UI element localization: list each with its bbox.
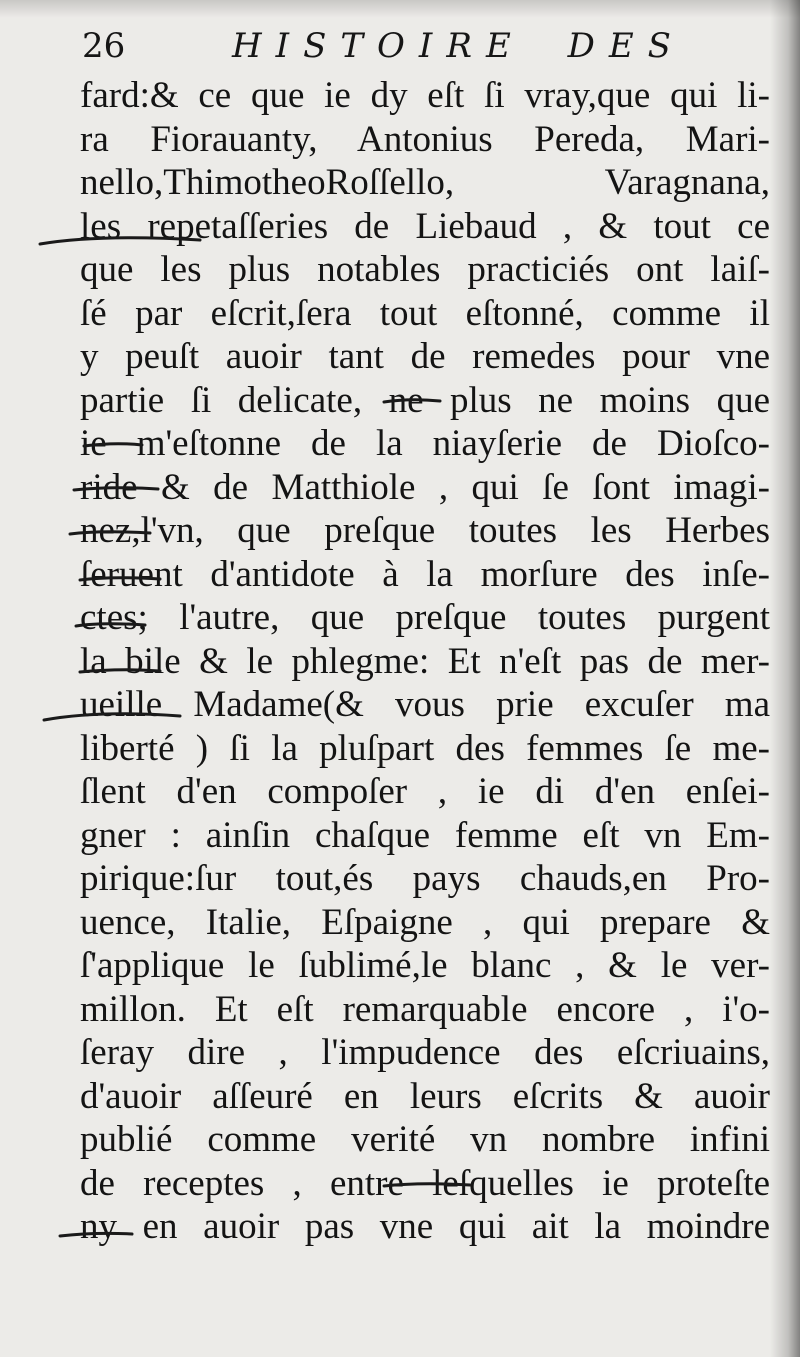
text-line-1: fard:& ce que ie dy eſt ſi vray,que qui li- [80,75,770,116]
text-line-22: millon. Et eſt remarquable encore , i'o- [80,988,770,1030]
text-line-23: ſeray dire , l'impudence des eſcriuains, [80,1032,770,1073]
text-line-25: publié comme verité vn nombre infini [80,1119,770,1160]
text-line-8: partie ſi delicate, ne plus ne moins que [80,379,770,421]
text-line-17: ſlent d'en compoſer , ie di d'en enſei- [80,771,770,812]
text-line-3: nello,ThimotheoRoſſello, Varagnana, [80,162,770,203]
text-line-15: ueille Madame(& vous prie excuſer ma [80,684,770,725]
text-line-7: y peuſt auoir tant de remedes pour vne [80,336,770,377]
text-line-2: ra Fiorauanty, Antonius Pereda, Mari- [80,118,770,160]
text-line-24: d'auoir aſſeuré en leurs eſcrits & auoir [80,1075,770,1117]
text-line-16: liberté ) ſi la pluſpart des femmes ſe me- [80,727,770,769]
text-line-6: ſé par eſcrit,ſera tout eſtonné, comme il [80,292,770,334]
text-line-11: nez,l'vn, que preſque toutes les Herbes [80,510,770,551]
body-text [80,74,770,1249]
text-line-21: ſ'applique le ſublimé,le blanc , & le ver- [80,945,770,986]
text-line-9: ie m'eſtonne de la niayſerie de Dioſco- [80,423,770,464]
text-line-27: ny en auoir pas vne qui ait la moindre [80,1206,770,1247]
text-line-18: gner : ainſin chaſque femme eſt vn Em- [80,814,770,856]
page-header [82,22,722,72]
text-line-14: la bile & le phlegme: Et n'eſt pas de mer- [80,640,770,682]
text-line-5: que les plus notables practiciés ont laiſ- [80,249,770,290]
text-line-19: pirique:ſur tout,és pays chauds,en Pro- [80,858,770,899]
page-top-shadow [0,0,800,18]
text-line-20: uence, Italie, Eſpaigne , qui prepare & [80,901,770,943]
text-line-12: ſeruent d'antidote à la morſure des inſe- [80,553,770,595]
spine-shadow [770,0,800,1357]
text-line-26: de receptes , entre leſquelles ie proteſte [80,1162,770,1204]
page-number: 26 [82,26,126,66]
text-line-13: ctes; l'autre, que preſque toutes purgent [80,597,770,638]
running-head: HISTOIRE DES [232,26,685,66]
text-line-10: ride & de Matthiole , qui ſe ſont imagi- [80,466,770,508]
text-line-4: les repetaſſeries de Liebaud , & tout ce [80,205,770,247]
